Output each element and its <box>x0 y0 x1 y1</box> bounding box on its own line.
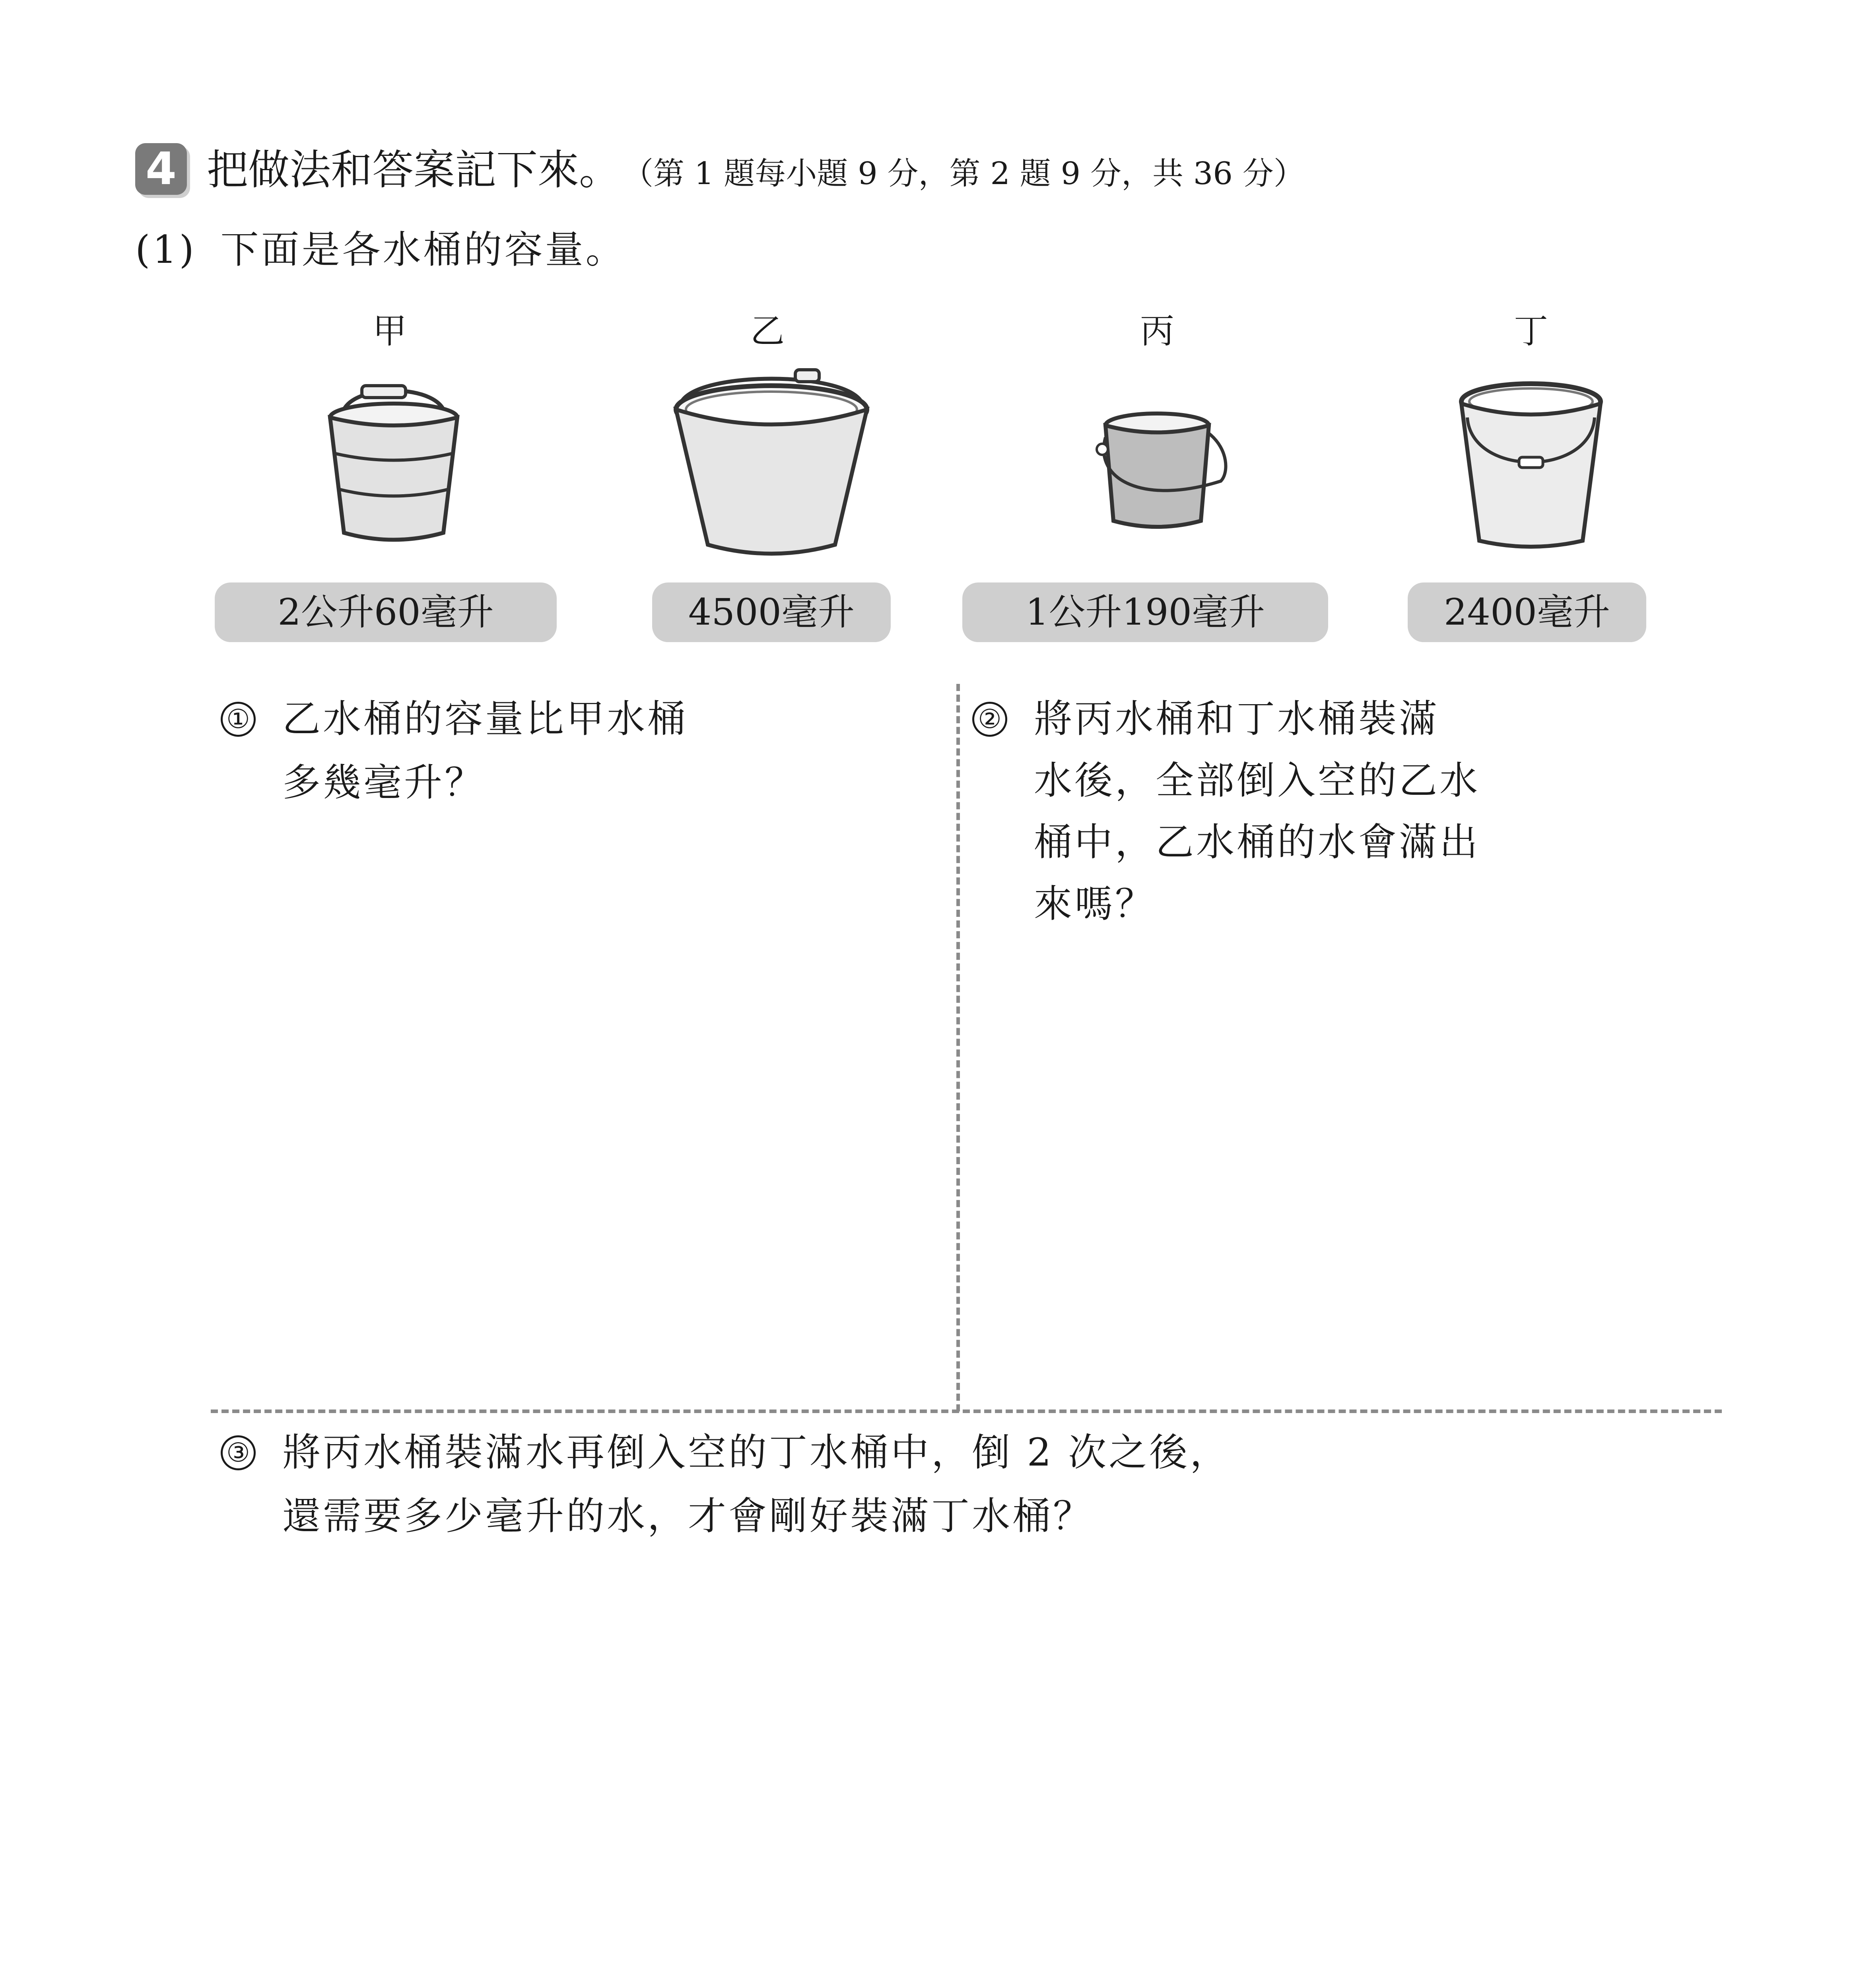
sub-question-3-mark: ③ <box>221 1435 256 1470</box>
capacity-yi: 4500毫升 <box>652 582 891 642</box>
section-scoring: （第 1 題每小題 9 分，第 2 題 9 分，共 36 分） <box>622 156 1305 192</box>
q1-label: (1) <box>135 227 196 272</box>
sub-question-3-line-2: 還需要多少毫升的水，才會剛好裝滿丁水桶？ <box>282 1494 1094 1538</box>
capacity-jia: 2公升60毫升 <box>215 582 557 642</box>
capacity-ding: 2400毫升 <box>1408 582 1646 642</box>
bucket-ding-icon <box>1447 374 1614 553</box>
q1-intro-line <box>135 227 626 272</box>
sub-question-3-line-1: 將丙水桶裝滿水再倒入空的丁水桶中，倒 2 次之後， <box>282 1430 1231 1475</box>
sub-question-1-line-2: 多幾毫升？ <box>282 760 485 805</box>
bucket-name-ding: 丁 <box>1514 311 1548 351</box>
capacity-bing: 1公升190毫升 <box>962 582 1328 642</box>
bucket-yi-icon <box>664 358 879 565</box>
sub-question-2-line-4: 來嗎？ <box>1034 881 1156 926</box>
question-number-badge: 4 <box>135 143 187 195</box>
bucket-name-yi: 乙 <box>750 311 785 351</box>
vertical-divider <box>956 684 960 1411</box>
q1-intro: 下面是各水桶的容量。 <box>220 227 626 272</box>
sub-question-1-line-1: 乙水桶的容量比甲水桶 <box>282 697 688 741</box>
bucket-name-bing: 丙 <box>1140 311 1174 351</box>
sub-question-2-line-1: 將丙水桶和丁水桶裝滿 <box>1034 697 1439 741</box>
section-title: 把做法和答案記下來。 <box>207 146 621 194</box>
sub-question-2-line-2: 水後，全部倒入空的乙水 <box>1034 758 1480 803</box>
section-header <box>207 146 1305 194</box>
horizontal-divider <box>211 1409 1722 1413</box>
sub-question-1-mark: ① <box>221 702 256 737</box>
bucket-bing-icon <box>1086 402 1237 533</box>
sub-question-2-line-3: 桶中，乙水桶的水會滿出 <box>1034 820 1480 864</box>
bucket-name-jia: 甲 <box>373 311 407 351</box>
sub-question-2-mark: ② <box>972 702 1007 737</box>
bucket-jia-icon <box>310 378 477 545</box>
